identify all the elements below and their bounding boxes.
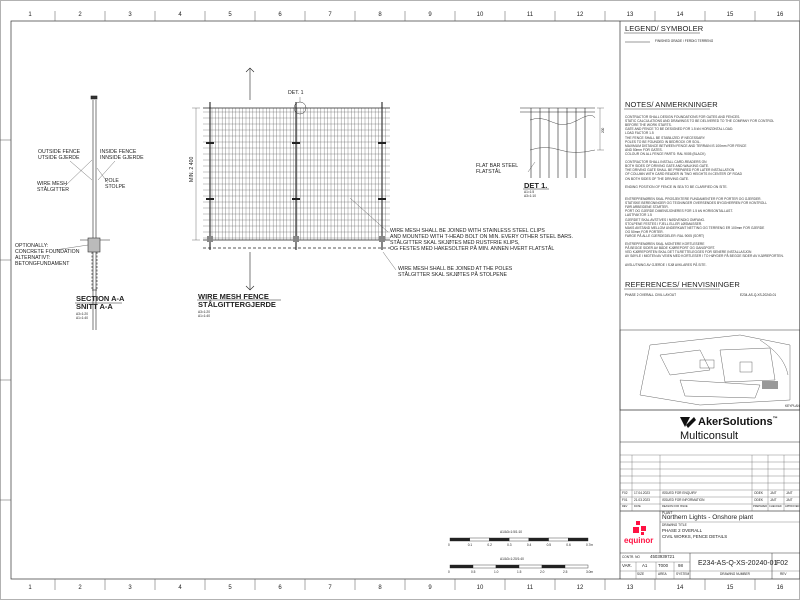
fence-note-1d: OG FESTES MED HAKESOLTER PÅ MIN. ANNEN HVERT FLATSTÅL: [390, 246, 555, 252]
scale-tick-label: 1.0: [494, 570, 499, 574]
note-line: FØR ARBEIDENE STARTER.: [625, 205, 669, 210]
note-line: THE FENCE SHALL BE STABILIZED IF NECESSARY.: [625, 135, 706, 140]
concrete-foundation-label: CONCRETE FOUNDATION: [15, 249, 80, 255]
area-tag: T000: [658, 563, 669, 568]
revision-approved: JAIT: [786, 490, 793, 495]
scale-segment: [496, 565, 519, 568]
column-number: 12: [576, 585, 584, 591]
column-number: 7: [328, 585, 332, 591]
scale-tick-label: 0: [448, 570, 450, 574]
drawing-number: E234-AS-Q-XS-20240-01: [698, 560, 778, 567]
size-label: SIZE: [637, 572, 645, 576]
revision-header: PREPARED: [753, 505, 768, 508]
fence-title: WIRE MESH FENCE: [198, 292, 269, 301]
scale-tick-label: 0.5: [546, 543, 551, 547]
scalebar-1-label: A1/A3=1:5/1:10: [500, 530, 523, 534]
scale-tick-label: 0.6: [566, 543, 571, 547]
note-line: STATISKE BEREGNINGER OG TEGNINGER OVERSENDES BYGGHERREN FOR KONTROLL: [625, 201, 767, 206]
note-line: CONTRACTOR SHALL INSTALL CARD-READERS ON: [625, 160, 707, 165]
plant-label: PLANT: [662, 511, 673, 515]
scalebar-1: [450, 538, 588, 541]
note-line: STOLPENE FESTES I FJELL ELLER LØSMASSER.: [625, 221, 703, 226]
outside-fence-label-no: UTSIDE GJERDE: [38, 155, 80, 161]
column-number: 12: [576, 12, 584, 18]
contract-label: CONTR. NO: [622, 555, 640, 559]
scale-segment: [519, 565, 542, 568]
revision-checked: JAIT: [770, 490, 777, 495]
fence-note-2a: WIRE MESH SHALL BE JOINED AT THE POLES: [398, 266, 513, 272]
column-number: 11: [526, 12, 534, 18]
column-number: 13: [626, 585, 634, 591]
note-line: MAXIMUM DISTANCE BETWEEN FENCE AND TERRAIN IS 100mm FOR FENCE: [625, 143, 747, 148]
revision-header: DATE: [634, 505, 641, 508]
equinor-logo-text: equinor: [624, 536, 654, 545]
reference-item: PHASE 2 OVERALL CIVIL LAYOUT: [625, 293, 677, 297]
akersolutions-logo-text: AkerSolutions™: [698, 416, 778, 428]
section-scale-2: A1=1:40: [76, 316, 88, 320]
keyplan-highlight: [762, 381, 778, 389]
detail-1-dimension: [528, 108, 604, 172]
inside-fence-label: INSIDE FENCE: [100, 149, 137, 155]
revision-header: REASON FOR ISSUE: [662, 505, 688, 508]
sheet-size: A1: [642, 563, 648, 568]
column-number: 11: [526, 585, 534, 591]
wire-mesh-label: WIRE MESH: [37, 181, 67, 187]
column-number: 7: [328, 12, 332, 18]
drawing-number-label: DRAWING NUMBER: [720, 572, 750, 576]
revision-prepared: ODEK: [754, 490, 764, 495]
revision-id: F02: [622, 490, 628, 495]
column-number: 14: [676, 12, 684, 18]
contract-number: 4503939721: [650, 554, 675, 559]
plant-name: Northern Lights - Onshore plant: [662, 514, 754, 521]
section-title: SECTION A-A: [76, 294, 125, 303]
fence-scale-2: A1=1:40: [198, 314, 210, 318]
scale-segment: [473, 565, 496, 568]
titleblock-rev-rows: [620, 455, 800, 511]
note-line: ENDING POSITION OF FENCE IN SEA TO BE CLARIFIED ON SITE.: [625, 184, 728, 189]
revision-header: CHECKED: [769, 505, 782, 508]
alternativt-label: ALTERNATIVT:: [15, 255, 51, 261]
column-number: 3: [128, 12, 132, 18]
scale-segment: [450, 538, 470, 541]
scale-tick-label: 0.4: [526, 543, 532, 547]
scale-tick-label: 0: [448, 543, 450, 547]
fence-title-no: STÅLGITTERGJERDE: [198, 300, 276, 309]
column-number: 5: [228, 12, 232, 18]
system-number: 98: [678, 563, 683, 568]
column-number: 3: [128, 585, 132, 591]
revision-date: 17.04.2023: [634, 490, 650, 495]
detail-scale-1: A1=1:5: [524, 190, 535, 194]
revision-description: ISSUED FOR INFORMATION: [662, 497, 705, 502]
column-number: 6: [278, 12, 282, 18]
fence-note-1b: AND MOUNTED WITH T-HEAD BOLT ON MIN. EVERY OTHER STEEL BARS.: [390, 234, 573, 240]
detail-dimension: 200: [601, 127, 605, 133]
scale-tick-label: 1.5: [517, 570, 522, 574]
scale-segment: [568, 538, 588, 541]
scale-tick-label: 2.0: [540, 570, 545, 574]
scale-segment: [565, 565, 588, 568]
note-line: AND 50mm FOR GATES.: [625, 147, 663, 152]
scale-segment: [450, 565, 473, 568]
flat-bar-label-no: FLATSTÅL: [476, 169, 502, 175]
column-number: 9: [428, 12, 432, 18]
references-title: REFERENCES/ HENVISNINGER: [625, 280, 740, 289]
column-number: 2: [78, 585, 82, 591]
fence-frame: [203, 102, 390, 250]
column-number: 10: [476, 585, 484, 591]
column-number: 15: [726, 12, 734, 18]
optionally-label: OPTIONALLY:: [15, 243, 49, 249]
notes-title: NOTES/ ANMERKNINGER: [625, 100, 718, 109]
detail-title: DET 1.: [524, 181, 548, 190]
var-label: VAR.: [622, 563, 632, 568]
column-number: 16: [776, 12, 784, 18]
scale-segment: [529, 538, 549, 541]
drawing-title-line1: PHASE 2 OVERALL: [662, 528, 703, 533]
column-number: 8: [378, 585, 382, 591]
note-line: GATE AND FENCE TO BE DESIGNED FOR 1.5 kN HORIZONTAL LOAD.: [625, 127, 734, 132]
note-line: COLOUR ON ALL FENCE PARTS: RAL 9005 (BLACK): [625, 151, 706, 156]
note-line: BOTH SIDES OF DRIVING GATE AND WALKING GATE.: [625, 164, 710, 169]
akersolutions-logo-mark: [680, 417, 696, 428]
note-line: MAKS AVSTAND MELLOM UNDERKANT NETTING OG TERRENG ER 100mm FOR GJERDE: [625, 225, 765, 230]
column-number: 6: [278, 585, 282, 591]
multiconsult-logo-text: Multiconsult: [680, 430, 739, 442]
column-number: 8: [378, 12, 382, 18]
revision-approved: JAIT: [786, 497, 793, 502]
scale-tick-label: 2.5: [563, 570, 568, 574]
column-number: 10: [476, 12, 484, 18]
note-line: POLES TO BE FOUNDED IN BEDROCK OR SOIL.: [625, 139, 701, 144]
column-number: 16: [776, 585, 784, 591]
scale-tick-label: 0.2: [487, 543, 492, 547]
flat-bar-label: FLAT BAR STEEL: [476, 163, 519, 169]
column-number: 9: [428, 585, 432, 591]
fence-note-2b: STÅLGITTER SKAL SKJØTES PÅ STOLPENE: [398, 272, 507, 278]
column-ticks: [55, 11, 755, 590]
reference-docnum: E234-AS-Q-XS-20240-01: [740, 293, 777, 297]
column-number: 5: [228, 585, 232, 591]
note-line: OF COLUMN WITH CARD READER IN TWO HEIGHTS IN CENTER OF ROAD: [625, 172, 742, 177]
pole-label-no: STOLPE: [105, 184, 126, 190]
note-line: CONTRACTOR SHALL DESIGN FOUNDATIONS FOR GATES AND FENCES.: [625, 115, 741, 119]
area-label: AREA: [658, 572, 667, 576]
wire-mesh-label-no: STÅLGITTER: [37, 187, 69, 193]
column-number: 1: [28, 585, 32, 591]
pole-label: POLE: [105, 178, 119, 184]
scale-segment: [470, 538, 490, 541]
drawing-title-label: DRAWING TITLE: [662, 523, 687, 527]
scalebar-2: [450, 565, 588, 568]
keyplan-label: KEYPLAN: [785, 404, 800, 408]
note-line: BEFORE THE WORK STARTS.: [625, 123, 672, 128]
section-title-no: SNITT A-A: [76, 302, 113, 311]
note-line: LASTFAKTOR 1.5: [625, 213, 652, 218]
column-number: 4: [178, 12, 182, 18]
scalebar-2-label: A1/A3=1:20/1:40: [500, 557, 524, 561]
detail-scale-2: A3=1:10: [524, 194, 536, 198]
column-number: 1: [28, 12, 32, 18]
note-line: FARGE PÅ ALLE GJERDEDELER: RAL 9005 (SORT): [625, 233, 705, 238]
column-number: 13: [626, 12, 634, 18]
note-line: VED KJØREPORTEN SKAL DET TILRETTELEGGES FOR SENERE INSTALLASJON: [625, 250, 752, 255]
scale-segment: [489, 538, 509, 541]
scale-segment: [542, 565, 565, 568]
scale-tick-label: 0.5: [471, 570, 476, 574]
revision-description: ISSUED FOR ENQUIRY: [662, 490, 697, 495]
note-line: OG 50mm FOR PORTER.: [625, 229, 664, 234]
note-line: ON BOTH SIDES OF THE DRIVING GATE.: [625, 176, 689, 181]
betongfundament-label: BETONGFUNDAMENT: [15, 261, 70, 267]
scale-segment: [549, 538, 569, 541]
note-line: ENTREPRENØREN SKAL MONTERE KORTLESERE: [625, 242, 705, 247]
section-aa-leaders: [55, 160, 115, 250]
equinor-logo-mark: [633, 521, 646, 535]
note-line: STATIC CALCULATIONS AND DRAWINGS TO BE DELIVERED TO THE COMPANY FOR CONTROL: [625, 119, 775, 124]
inside-fence-label-no: INNSIDE GJERDE: [100, 155, 144, 161]
scale-tick-label: 3.0m: [586, 570, 594, 574]
scale-tick-label: 0.7m: [586, 543, 594, 547]
column-number: 4: [178, 585, 182, 591]
current-revision: F02: [776, 560, 789, 567]
outside-fence-label: OUTSIDE FENCE: [38, 149, 81, 155]
column-number: 2: [78, 12, 82, 18]
note-line: LOAD FACTOR 1.5: [625, 131, 654, 136]
note-line: PÅ BEGGE SIDER AV BÅDE KJØREPORT OG GANGPORT.: [625, 246, 716, 251]
note-line: AVSLUTNING AV GJERDE I SJØ AVKLARES PÅ SITE.: [625, 262, 707, 267]
note-line: PORT OG GJERDE DIMENSJONERES FOR 1.5 kN HORISONTALLAST.: [625, 209, 733, 214]
revision-date: 21.03.2023: [634, 497, 650, 502]
revision-header: APPROVED: [785, 505, 800, 508]
section-scale-1: A3=1:20: [76, 312, 88, 316]
row-ticks: [0, 140, 11, 500]
revision-label: REV: [780, 572, 787, 576]
revision-id: F01: [622, 497, 628, 502]
fence-height-dimension: MIN. 2 400: [189, 156, 195, 182]
legend-item: FINISHED GRADE / FERDIG TERRENG: [655, 39, 714, 43]
note-line: THE DRIVING GATE SHALL BE PREPARED FOR LATER INSTALLATION: [625, 168, 735, 173]
scale-tick-label: 0.3: [507, 543, 512, 547]
system-label: SYSTEM: [676, 572, 690, 576]
scale-segment: [509, 538, 529, 541]
column-number: 14: [676, 585, 684, 591]
drawing-title-line2: CIVIL WORKS, FENCE DETAILS: [662, 534, 728, 539]
revision-checked: JAIT: [770, 497, 777, 502]
legend-title: LEGEND/ SYMBOLER: [625, 24, 704, 33]
scale-tick-label: 0.1: [467, 543, 473, 547]
note-line: GJERDET SKAL AVSTIVES I NØDVENDIG OMFANG.: [625, 217, 705, 222]
keyplan-drawing: [640, 335, 790, 405]
revision-prepared: ODEK: [754, 497, 764, 502]
column-number: 15: [726, 585, 734, 591]
revision-header: REV: [622, 505, 628, 508]
fence-scale-1: A3=1:20: [198, 310, 210, 314]
fence-note-1c: STÅLGITTER SKAL SKJØTES MED RUSTFRIE KLIPS,: [390, 240, 520, 246]
note-line: ENTREPRENØREN SKAL PROSJEKTERE FUNDAMENTER FOR PORTER OG GJERDER.: [625, 197, 762, 201]
detail-callout-label: DET. 1: [288, 90, 304, 96]
note-line: AV SØYLE I MIDTEN AV VEIEN MED KORTLESER I TO HØYDER PÅ BEGGE SIDER AV KJØREPORTEN.: [625, 254, 784, 259]
fence-note-1a: WIRE MESH SHALL BE JOINED WITH STAINLESS STEEL CLIPS: [390, 228, 545, 234]
